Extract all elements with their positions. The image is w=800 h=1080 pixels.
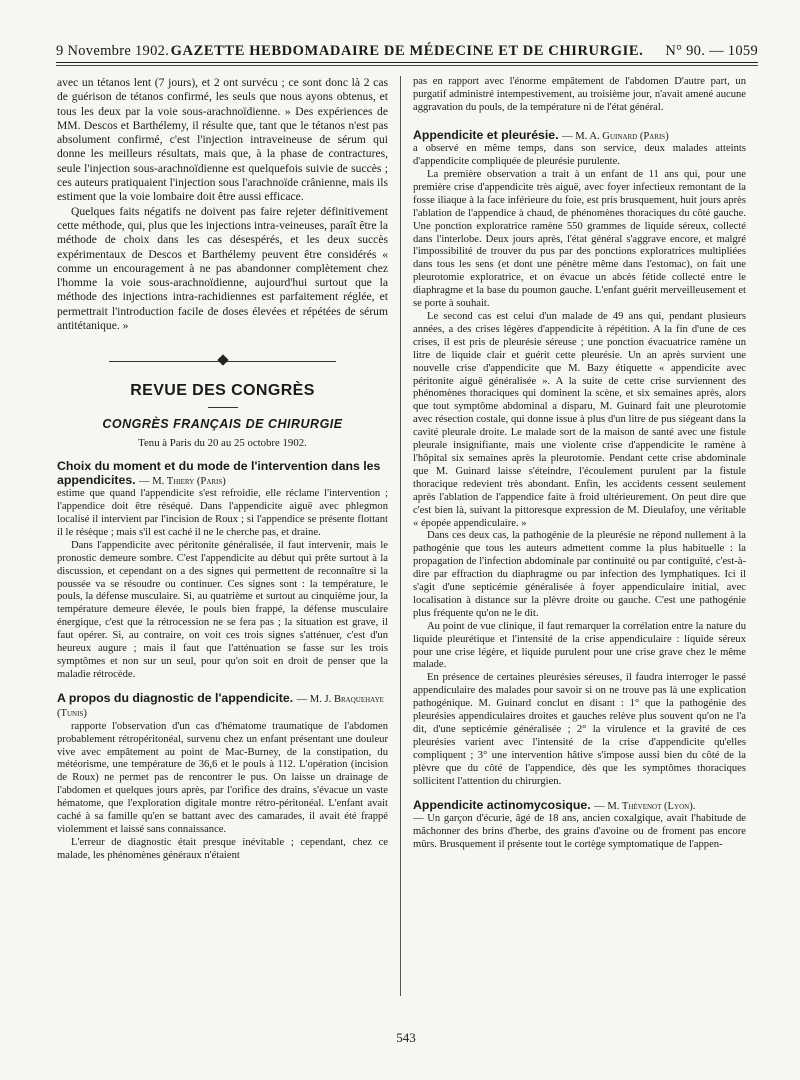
article-diagnostic-paragraph-2: L'erreur de diagnostic était presque inévitable ; cependant, chez ce malade, les phénomènes généraux n'étaient xyxy=(57,836,388,861)
article-author-guinard: — M. A. Guinard (Paris) xyxy=(561,130,669,142)
running-header xyxy=(56,40,758,62)
header-date: 9 Novembre 1902. xyxy=(56,43,170,59)
column-divider xyxy=(400,76,401,996)
article-title-pleuresie xyxy=(413,129,746,144)
article-diagnostic-paragraph-1: rapporte l'observation d'un cas d'hématome traumatique de l'abdomen probablement rétropéritonéal, survenu chez un enfant présentant une douleur vive avec empâtement au point de Mac-Burney, de la constipation, du météorisme, une température de 36,6 et le pouls à 112. L'opération (incision de Roux) ne permet pas de rencontrer le pus. On laisse un drainage de l'abdomen et quelques jours après, par l'orifice des drains, s'évacue un vaste hématome, que l'exploration digitale montre rétro-péritonéal. L'enfant avait caché à sa famille qu'en se battant avec des camarades, il avait été frappé violemment et laissé sans connaissance. xyxy=(57,720,388,835)
left-paragraph-1: avec un tétanos lent (7 jours), et 2 ont survécu ; ce sont donc là 2 cas de guérison de tétanos confirmé, les seuls que nous ayons obtenus, et tous les deux par la voie sous-arachnoïdienne. » Des expériences de MM. Descos et Barthélemy, il résulte que, tant que le tétanos n'est pas absolument confirmé, c'est l'injection intraveineuse de sérum qui donne les meilleurs résultats, mais que, à la phase de contractures, seule l'injection sous-arachnoïdienne est quelquefois suivie de succès ; ces auteurs pratiquaient l'injection sous l'arachnoïde crânienne, mais ils estiment que la voie lombaire doit être aussi efficace. xyxy=(57,76,388,204)
article-author-thiery: — M. Thiery (Paris) xyxy=(139,475,226,487)
left-paragraph-2: Quelques faits négatifs ne doivent pas faire rejeter définitivement cette méthode, qui, plus que les injections intra-veineuses, paraît être la méthode de choix dans les cas désespérés, et les deux succès expérimentaux de Descos et Barthélemy peuvent être considérés « comme un encouragement à ne pas abandonner complètement chez l'homme la voie sous-arachnoïdienne, aujourd'hui surtout que la méthode des injections intra-rachidiennes est parfaitement réglée, et permettrait l'introduction facile de doses élevées et répétées de sérum antitétanique. » xyxy=(57,204,388,333)
article-pleuresie-paragraph-5: Au point de vue clinique, il faut remarquer la corrélation entre la nature du liquide pleurétique et l'intensité de la crise appendiculaire : liquide séreux pour une crise légère, et liquide purulent pour une crise grave chez le même malade. xyxy=(413,620,746,671)
article-pleuresie-paragraph-3: Le second cas est celui d'un malade de 49 ans qui, pendant plusieurs années, a des crises légères d'appendicite à répétition. A la fin d'une de ces crises, il est pris de pleurésie séreuse ; une ponction évacuatrice ramène un litre de liquide clair et guérit cette pleurésie. Un an après survient une nouvelle crise d'appendicite que M. Bazy étiquette « appendicite avec péritonite aiguë généralisée ». A la suite de cette crise surviennent des phénomènes thoraciques qui dominent la scène, et six semaines après, alors que tout symptôme abdominal a disparu, M. Guinard fait une pleurotomie avec résection costale, qui donne issue à plus d'un litre de pus siégeant dans la cavité pleurale droite. Le malade sort de la maison de santé avec une fistule pleurale insignifiante, mais une violente crise d'appendicite le ramène à l'hôpital six semaines après la pleurotomie. Pendant cette crise abdominale que M. Guinard laisse s'éteindre, l'écoulement purulent par la fistule thoracique redevient très abondant. Enfin, les accidents cessent seulement après l'ablation de l'appendice faite à froid ultérieurement. On peut dire que c'est bien là, suivant la pittoresque expression de M. Dieulafoy, une véritable « épopée appendiculaire. » xyxy=(413,311,746,529)
heading-short-rule xyxy=(208,407,238,408)
ornament-diamond xyxy=(217,355,228,366)
right-continuation-paragraph: pas en rapport avec l'énorme empâtement de l'abdomen D'autre part, un purgatif administré intempestivement, au troisième jour, n'avait amené aucune aggravation du pouls, de la température ni de l'état général. xyxy=(413,76,746,113)
section-ornament xyxy=(57,355,388,369)
article-author-braquehaye: — M. J. Braquehaye (Tunis) xyxy=(57,693,384,720)
article-title-choix xyxy=(57,460,388,488)
article-title-choix-text: Choix du moment et du mode de l'intervention dans les appendicites. xyxy=(57,459,381,487)
article-title-pleuresie-text: Appendicite et pleurésie. xyxy=(413,127,559,142)
article-pleuresie-paragraph-2: La première observation a trait à un enfant de 11 ans qui, pour une première crise d'appendicite très aiguë, avec foyer infectieux remontant de la fosse iliaque à la face inférieure du foie, est pris brusquement, huit jours après l'ablation de l'appendice à chaud, de phénomènes thoraciques du côté gauche. Une ponction exploratrice ramène 550 grammes de liquide séreux, collecté dans l'interlobe. Deux jours après, l'état général s'aggrave encore, et malgré l'impossibilité de trouver du pus par des ponctions exploratrices multipliées dans tous les sens (et dont une pénètre même dans l'estomac), on fait une pleurotomie exploratrice, et on évacue un abcès fétide collecté entre le diaphragme et la base du poumon gauche. L'enfant guérit merveilleusement et se porte à souhait. xyxy=(413,169,746,310)
header-issue-number: N° 90. — 1059 xyxy=(665,43,758,59)
article-pleuresie-paragraph-4: Dans ces deux cas, la pathogénie de la pleurésie ne répond nullement à la pathogénie que tous les auteurs admettent comme la plus habituelle : la propagation de l'infection abdominale par continuité ou par contiguïté, c'est-à-dire par effraction du diaphragme ou par infection des lymphatiques. Ici il s'agit d'une septicémie généralisée à foyer appendiculaire initial, avec localisation à distance sur la plèvre droite ou gauche. C'est une pathogénie plus fréquente qu'on ne le dit. xyxy=(413,530,746,619)
left-column xyxy=(57,76,388,863)
article-author-thevenot: — M. Thévenot (Lyon). xyxy=(594,800,696,812)
right-column xyxy=(413,76,746,852)
article-pleuresie-paragraph-1: a observé en même temps, dans son service, deux malades atteints d'appendicite compliquée de pleurésie purulente. xyxy=(413,143,746,168)
congress-dates: Tenu à Paris du 20 au 25 octobre 1902. xyxy=(138,437,307,450)
page-number: 543 xyxy=(396,1030,416,1045)
article-choix-paragraph-1: estime que quand l'appendicite s'est refroidie, elle réclame l'intervention ; l'appendice doit être réséqué. Dans l'appendicite aiguë avec phlegmon localisé il intervient par l'incision de Roux ; si l'appendice se présente flottant il le résèque ; mais s'il est caché il ne le cherche pas, et draine. xyxy=(57,488,388,538)
header-rule xyxy=(56,62,758,63)
article-title-actinomycosique xyxy=(413,799,746,814)
header-journal-title: GAZETTE HEBDOMADAIRE DE MÉDECINE ET DE CHIRURGIE. xyxy=(170,43,644,59)
header-rule-thin xyxy=(56,65,758,66)
article-actinomycosique-paragraph-1: — Un garçon d'écurie, âgé de 18 ans, ancien coxalgique, avait l'habitude de mâchonner des brins d'herbe, des grains d'avoine ou de froment pas encore mûrs. Brusquement il présente tout le cortège symptomatique de l'appen- xyxy=(413,813,746,850)
article-title-diagnostic xyxy=(57,692,388,721)
article-choix-paragraph-2: Dans l'appendicite avec péritonite généralisée, il faut intervenir, mais le pronostic demeure sombre. C'est l'appendicite au début qui prête surtout à la discussion, et cependant on a des signes qui permettent de reconnaître si la poussée va se résoudre ou continuer. Ces signes sont : la température, le pouls, la défense musculaire. Si, au quatrième et surtout au cinquième jour, la température demeure élevée, le pouls bien frappé, la défense musculaire énergique, c'est que la rétrocession ne se fera pas ; la situation est grave, il faut opérer. Si, au contraire, on voit ces trois signes s'atténuer, c'est d'un heureux augure ; mais il faut que l'atténuation se fasse sur les trois symptômes et non sur un seul, pour qu'on soit en droit de penser que la maladie rétrocède. xyxy=(57,539,388,680)
article-pleuresie-paragraph-6: En présence de certaines pleurésies séreuses, il faudra interroger le passé appendiculaire des malades pour savoir si on ne trouve pas là une explication pathogénique. M. Guinard conclut en disant : 1° que la pathogénie des pleurésies appendiculaires droites et gauches relève plus souvent qu'on ne l'a dit, d'une septicémie généralisée ; 2° la virulence et la gravité de ces pleurésies varient avec l'intensité de la crise d'appendicite qu'elles compliquent ; 3° une intervention hâtive s'impose aussi bien du côté de la plèvre que du côté de l'appendice, dès que les symptômes thoraciques sollicitent l'attention du chirurgien. xyxy=(413,672,746,787)
congress-title: CONGRÈS FRANÇAIS DE CHIRURGIE xyxy=(102,417,343,432)
article-title-actinomycosique-text: Appendicite actinomycosique. xyxy=(413,797,591,812)
section-heading-revue: REVUE DES CONGRÈS xyxy=(130,382,315,400)
article-title-diagnostic-text: A propos du diagnostic de l'appendicite. xyxy=(57,690,294,705)
